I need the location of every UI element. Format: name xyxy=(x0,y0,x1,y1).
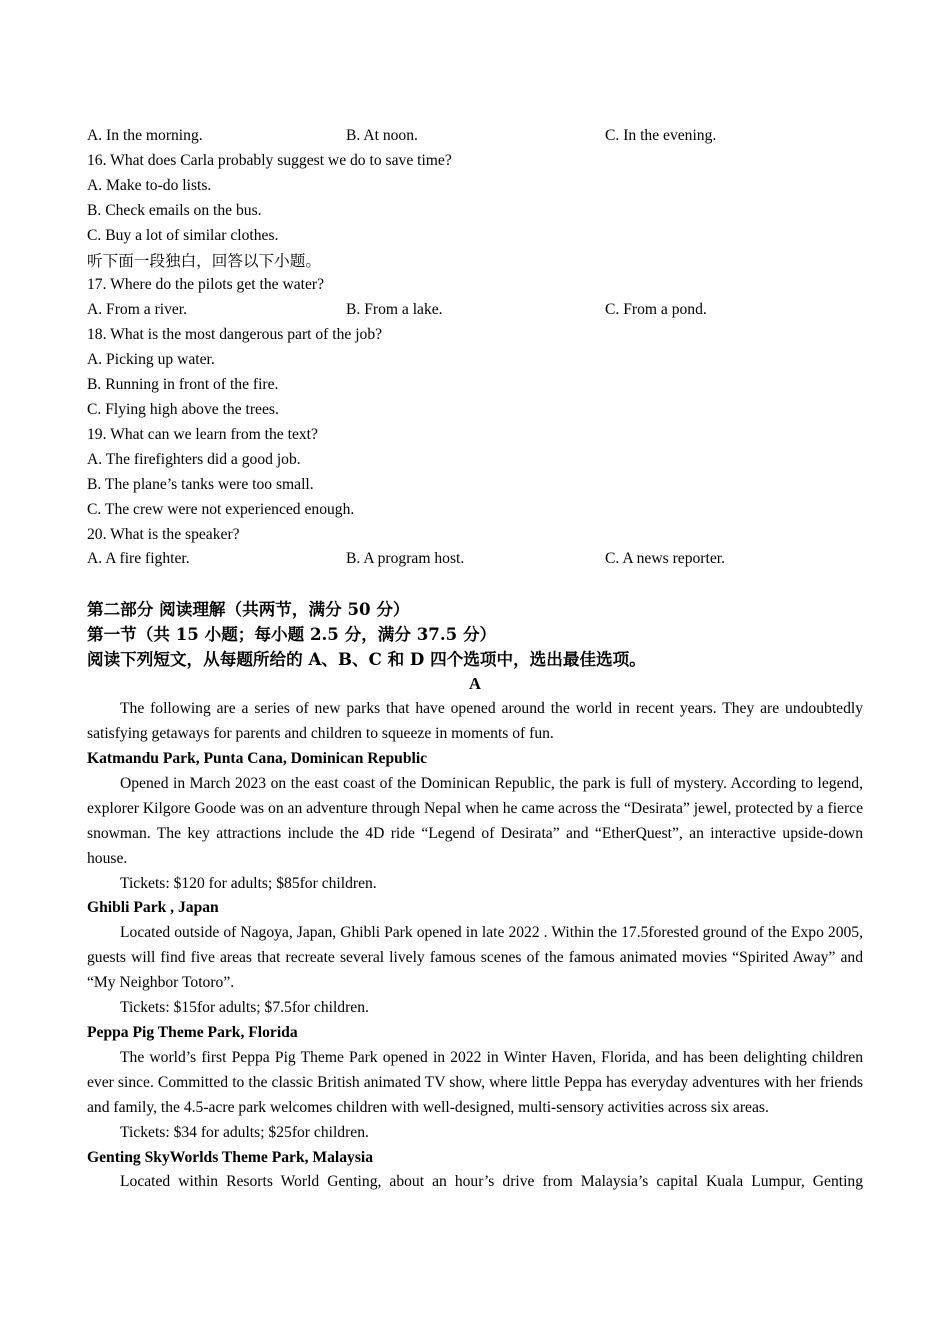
q20-question: 20. What is the speaker? xyxy=(87,525,240,543)
q16-option-b: B. Check emails on the bus. xyxy=(87,201,262,219)
q19-option-c: C. The crew were not experienced enough. xyxy=(87,500,355,518)
q18-option-c: C. Flying high above the trees. xyxy=(87,400,279,418)
q17-question: 17. Where do the pilots get the water? xyxy=(87,276,325,294)
q16-question: 16. What does Carla probably suggest we do to save time? xyxy=(87,151,452,169)
q16-option-c: C. Buy a lot of similar clothes. xyxy=(87,226,279,244)
park-1-description: Opened in March 2023 on the east coast of the Dominican Republic, the park is full of mystery. According to legend, explorer Kilgore Goode was on an adventure through Nepal when he came across the “Desirata” jewel, protected by a fierce snowman. The key attractions include the 4D ride “Legend of Desirata” and “EtherQuest”, an interactive upside-down house. xyxy=(87,774,863,867)
q20-options xyxy=(87,547,863,572)
section-title: 第一节（共 15 小题；每小题 2.5 分，满分 37.5 分） xyxy=(87,624,497,645)
park-4-name: Genting SkyWorlds Theme Park, Malaysia xyxy=(87,1148,374,1166)
q15-options xyxy=(87,124,863,149)
q18-question: 18. What is the most dangerous part of the job? xyxy=(87,326,383,344)
q15-option-a: A. In the morning. xyxy=(87,127,203,144)
reading-instruction: 阅读下列短文，从每题所给的 A、B、C 和 D 四个选项中，选出最佳选项。 xyxy=(87,649,646,670)
part-title: 第二部分 阅读理解（共两节，满分 50 分） xyxy=(87,599,410,620)
q20-option-c: C. A news reporter. xyxy=(605,550,725,568)
q20-option-a: A. A fire fighter. xyxy=(87,550,190,568)
q19-option-a: A. The firefighters did a good job. xyxy=(87,450,301,468)
park-1-name: Katmandu Park, Punta Cana, Dominican Republic xyxy=(87,750,428,768)
monologue-intro: 听下面一段独白，回答以下小题。 xyxy=(87,251,321,270)
q20-option-b: B. A program host. xyxy=(346,550,465,568)
park-4-description: Located within Resorts World Genting, about an hour’s drive from Malaysia’s capital Kuala Lumpur, Genting xyxy=(120,1173,863,1191)
q19-option-b: B. The plane’s tanks were too small. xyxy=(87,475,314,493)
park-2-description: Located outside of Nagoya, Japan, Ghibli Park opened in late 2022 . Within the 17.5forested ground of the Expo 2005, guests will find five areas that recreate several lively famous scenes of the famous animated movies “Spirited Away” and “My Neighbor Totoro”. xyxy=(87,924,863,992)
park-2-tickets: Tickets: $15for adults; $7.5for children. xyxy=(120,999,369,1017)
q17-option-c: C. From a pond. xyxy=(605,301,707,319)
park-3-description: The world’s first Peppa Pig Theme Park opened in 2022 in Winter Haven, Florida, and has been delighting children ever since. Committed to the classic British animated TV show, where little Peppa has everyday adventures with her friends and family, the 4.5-acre park welcomes children with well-designed, multi-sensory activities across six areas. xyxy=(87,1048,863,1116)
q19-question: 19. What can we learn from the text? xyxy=(87,425,318,443)
q17-option-a: A. From a river. xyxy=(87,301,188,319)
q18-option-b: B. Running in front of the fire. xyxy=(87,376,279,394)
passage-intro: The following are a series of new parks that have opened around the world in recent years. They are undoubtedly satisfying getaways for parents and children to squeeze in moments of fun. xyxy=(87,700,863,743)
q15-option-b: B. At noon. xyxy=(346,127,418,144)
passage-label: A xyxy=(469,674,481,694)
park-3-name: Peppa Pig Theme Park, Florida xyxy=(87,1024,298,1041)
q18-option-a: A. Picking up water. xyxy=(87,351,215,369)
q16-option-a: A. Make to-do lists. xyxy=(87,176,212,194)
q17-options xyxy=(87,298,863,323)
q17-option-b: B. From a lake. xyxy=(346,301,443,319)
park-2-name: Ghibli Park , Japan xyxy=(87,899,219,917)
q15-option-c: C. In the evening. xyxy=(605,127,717,144)
section-gap xyxy=(87,572,863,597)
park-1-tickets: Tickets: $120 for adults; $85for children. xyxy=(120,874,377,892)
park-3-tickets: Tickets: $34 for adults; $25for children. xyxy=(120,1123,369,1141)
